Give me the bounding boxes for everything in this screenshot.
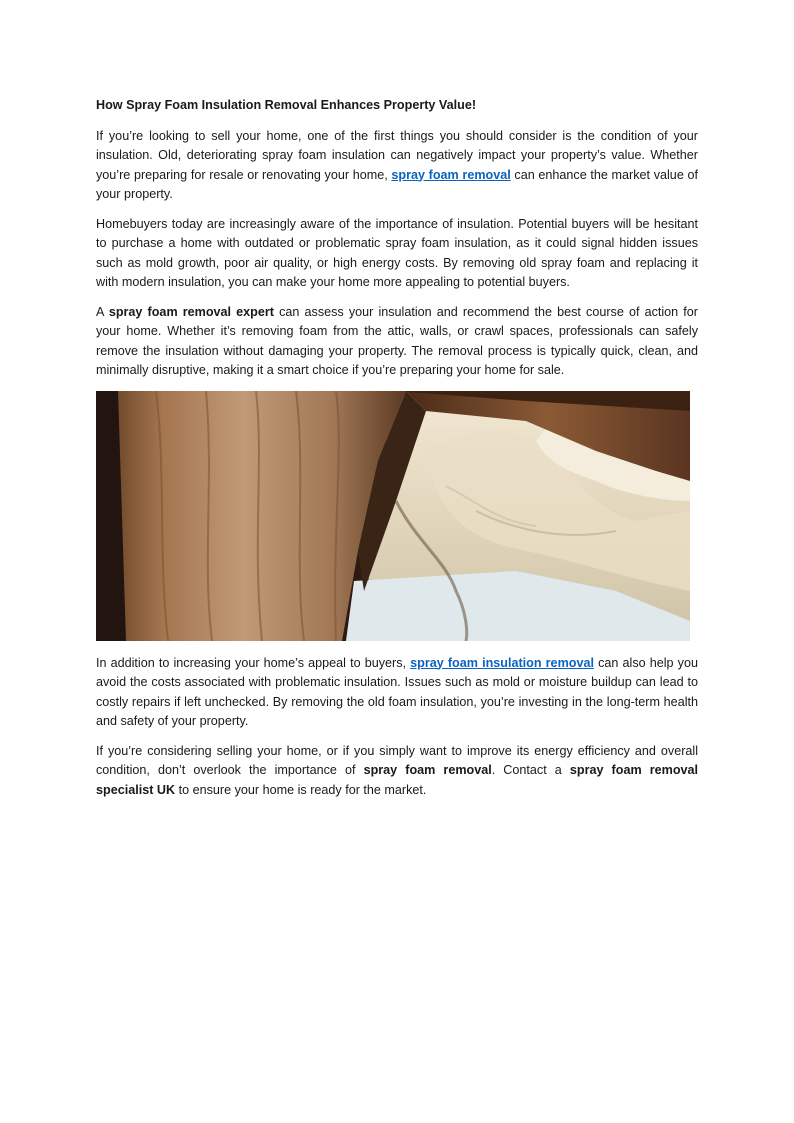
paragraph-4 <box>96 654 698 732</box>
document-page <box>96 96 698 810</box>
spray-foam-insulation-removal-link[interactable]: spray foam insulation removal <box>410 655 594 670</box>
paragraph-1 <box>96 127 698 205</box>
paragraph-1-text-b: can enhance the market value of your property. <box>96 167 698 201</box>
paragraph-4-text-a: In addition to increasing your home’s appeal to buyers, <box>96 655 411 670</box>
paragraph-3 <box>96 303 698 381</box>
document-title: How Spray Foam Insulation Removal Enhances Property Value! <box>96 98 477 112</box>
paragraph-5-bold-2: spray foam removal specialist UK <box>96 763 699 797</box>
paragraph-5 <box>96 742 698 801</box>
paragraph-3-text-a: A <box>96 304 109 319</box>
attic-spray-foam-photo <box>96 391 690 641</box>
paragraph-3-bold: spray foam removal expert <box>108 304 274 319</box>
paragraph-5-bold-1: spray foam removal <box>363 763 492 777</box>
spray-foam-removal-link[interactable]: spray foam removal <box>391 167 511 182</box>
paragraph-5-text-a: If you’re considering selling your home, or if you simply want to improve its energy efficiency and overall condition, don’t overlook the importance of <box>96 743 698 777</box>
paragraph-5-text-c: to ensure your home is ready for the market. <box>175 782 427 797</box>
paragraph-3-text-b: can assess your insulation and recommend the best course of action for your home. Whether it’s removing foam from the attic, walls, or crawl spaces, professionals can safely remove the insulation without damaging your property. The removal process is typically quick, clean, and minimally disruptive, making it a smart choice if you’re preparing your home for sale. <box>96 304 698 377</box>
paragraph-5-text-b: . Contact a <box>491 763 570 777</box>
paragraph-2: Homebuyers today are increasingly aware of the importance of insulation. Potential buyers will be hesitant to purchase a home with outdated or problematic spray foam insulation, as it could signal hidden issues such as mold growth, poor air quality, or high energy costs. By removing old spray foam and replacing it with modern insulation, you can make your home more appealing to potential buyers. <box>96 216 698 289</box>
paragraph-1-text-a: If you’re looking to sell your home, one of the first things you should consider is the condition of your insulation. Old, deteriorating spray foam insulation can negatively impact your property’s value. Whether you’re preparing for resale or renovating your home, <box>96 128 698 182</box>
paragraph-4-text-b: can also help you avoid the costs associated with problematic insulation. Issues such as mold or moisture buildup can lead to costly repairs if left unchecked. By removing the old foam insulation, you’re investing in the long-term health and safety of your property. <box>96 655 698 728</box>
